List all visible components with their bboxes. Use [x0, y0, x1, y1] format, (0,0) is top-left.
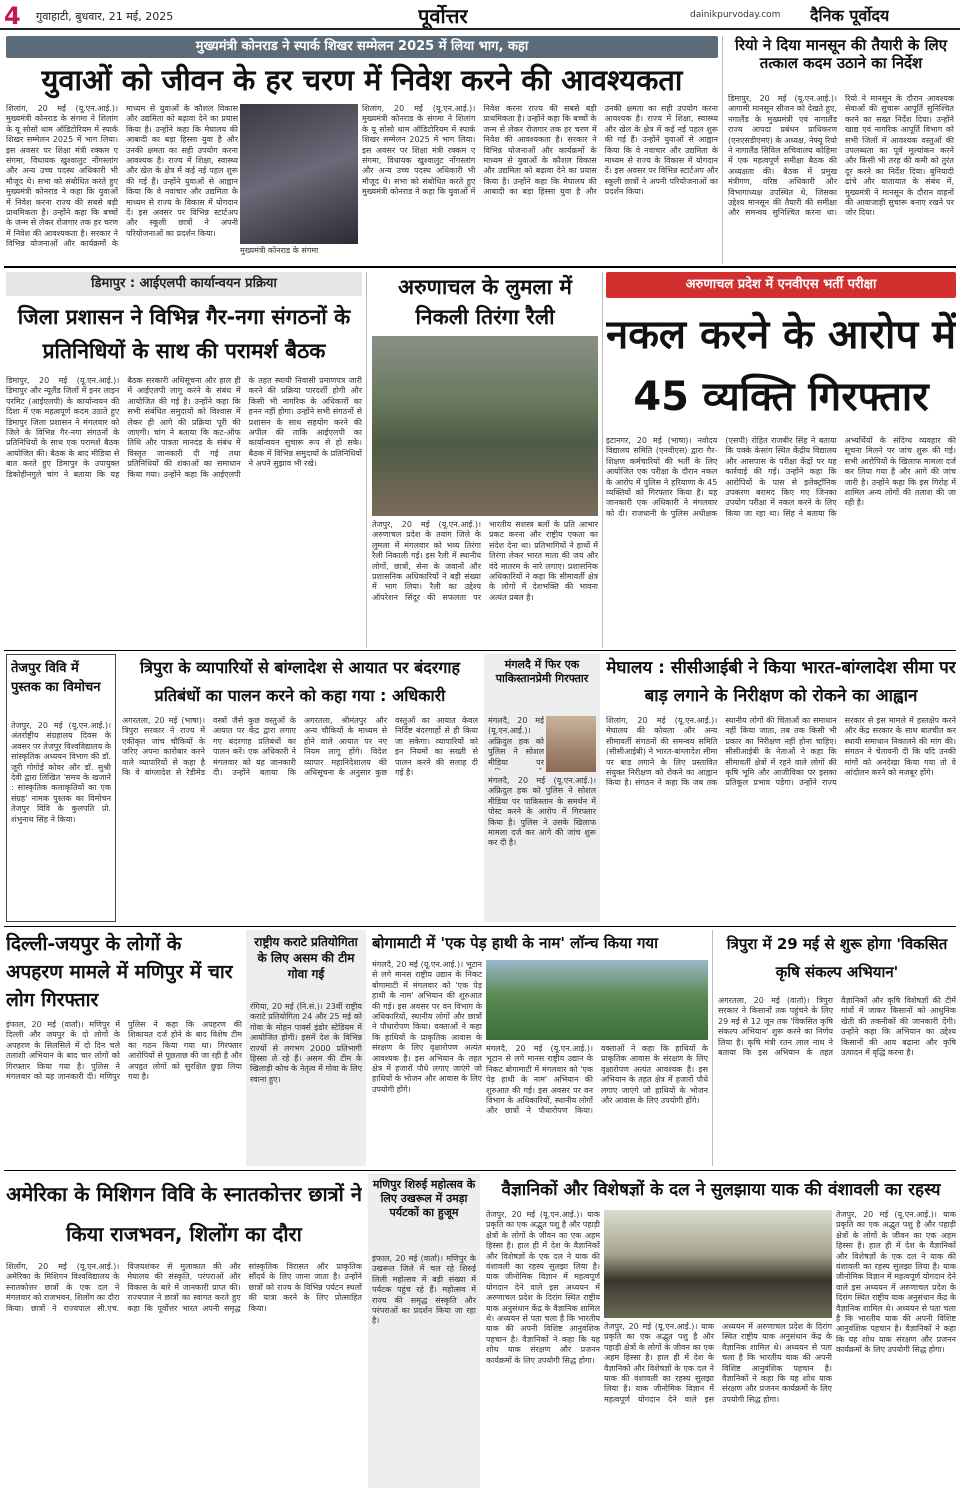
article-3-kicker	[6, 272, 362, 296]
divider	[602, 272, 603, 648]
kicker-text: डिमापुर : आईएलपी कार्यान्वयन प्रक्रिया	[6, 272, 362, 296]
kicker-text: मुख्यमंत्री कोनराड ने स्पार्क शिखर सम्मेलन 2025 में लिया भाग, कहा	[6, 36, 718, 58]
article-11-body: रंगिया, 20 मई (नि.सं.)। 23वीं राष्ट्रीय कराटे प्रतियोगिता 24 और 25 मई को गोवा के मोहन पार्क्स इंडोर स्टेडियम में आयोजित होगी। इसमें देश के विभिन्न राज्यों से लगभग 2000 प्रतिभागी हिस्सा ले रहे हैं। असम की टीम के खिलाड़ी कोच के नेतृत्व में गोवा के लिए रवाना हुए।	[250, 1002, 362, 1084]
article-16-photo	[604, 1210, 832, 1318]
article-10-headline: दिल्ली-जयपुर के लोगों के अपहरण मामले में मणिपुर में चार लोग गिरफ्तार	[6, 933, 233, 1011]
article-6-headline: तेजपुर विवि में पुस्तक का विमोचन	[11, 661, 101, 695]
article-13-body: अगरतला, 20 मई (वार्ता)। त्रिपुरा सरकार ने किसानों तक पहुंचने के लिए 29 मई से 12 जून तक 'विकसित कृषि संकल्प अभियान' शुरू करने का निर्णय लिया है। कृषि मंत्री रतन लाल नाथ ने बताया कि इस अभियान के तहत वैज्ञानिकों और कृषि विशेषज्ञों की टीमें गांवों में जाकर किसानों को आधुनिक खेती की तकनीकों की जानकारी देंगी। उन्होंने कहा कि अभियान का उद्देश्य किसानों की आय बढ़ाना और कृषि उत्पादन में वृद्धि करना है।	[718, 996, 956, 1058]
divider	[4, 1170, 956, 1171]
article-9-body: शिलांग, 20 मई (यू.एन.आई.)। मेघालय की कोयला और अन्य सीमावर्ती संगठनों की समन्वय समिति (सीसीआईबी) ने भारत-बांग्लादेश सीमा पर बाड़ लगाने के लिए प्रस्तावित संयुक्त निरीक्षण को रोकने का आह्वान किया है। संगठन ने कहा कि जब तक स्थानीय लोगों की चिंताओं का समाधान नहीं किया जाता, तब तक किसी भी प्रकार का निरीक्षण नहीं होना चाहिए। सीसीआईबी के नेताओं ने कहा कि सीमावर्ती क्षेत्रों में रहने वाले लोगों की कृषि भूमि और आजीविका पर इसका प्रतिकूल प्रभाव पड़ेगा। उन्होंने राज्य सरकार से इस मामले में हस्तक्षेप करने और केंद्र सरकार के साथ बातचीत कर स्थायी समाधान निकालने की मांग की। संगठन ने चेतावनी दी कि यदि उनकी मांगों को अनदेखा किया गया तो वे आंदोलन करने को मजबूर होंगे।	[606, 716, 956, 788]
page-number: 4	[4, 2, 21, 30]
article-8-headline: मंगलदै में फिर एक पाकिस्तानप्रेमी गिरफ्तार	[495, 658, 589, 685]
article-16-headline: वैज्ञानिकों और विशेषज्ञों के दल ने सुलझाया याक की वंशावली का रहस्य	[501, 1180, 941, 1200]
article-10-body: इंफाल, 20 मई (वार्ता)। मणिपुर में दिल्ली और जयपुर के दो लोगों के अपहरण के सिलसिले में दो दिन चले तलाशी अभियान के बाद चार लोगों को गिरफ्तार किया गया है। पुलिस ने मंगलवार को यह जानकारी दी। मणिपुर पुलिस ने कहा कि अपहरण की शिकायत दर्ज होने के बाद विशेष टीम का गठन किया गया था। गिरफ्तार आरोपियों से पूछताछ की जा रही है और अपहृत लोगों को सुरक्षित छुड़ा लिया गया है।	[6, 1020, 242, 1082]
article-15-box	[368, 1174, 480, 1488]
article-1-body-right: शिलांग, 20 मई (यू.एन.आई.)। मुख्यमंत्री कोनराड के संगमा ने शिलांग के यू सोसो थाम ऑडिटोरियम में स्पार्क शिखर सम्मेलन 2025 में भाग लिया। इस अवसर पर शिक्षा मंत्री रक्कम ए संगमा, विधायक खुश्वालुट नोंगस्लांग और अन्य उच्च पदस्थ अधिकारी भी मौजूद थे। सभा को संबोधित करते हुए मुख्यमंत्री कोनराड ने कहा कि युवाओं में निवेश करना राज्य की सबसे बड़ी प्राथमिकता है। उन्होंने कहा कि बच्चों के जन्म से लेकर रोजगार तक हर चरण में निवेश की आवश्यकता है। सरकार ने विभिन्न योजनाओं और कार्यक्रमों के माध्यम से युवाओं के कौशल विकास और उद्यमिता को बढ़ावा देने का प्रयास किया है। उन्होंने कहा कि मेघालय की आबादी का बड़ा हिस्सा युवा है और उनकी क्षमता का सही उपयोग करना आवश्यक है। राज्य में शिक्षा, स्वास्थ्य और खेल के क्षेत्र में कई नई पहल शुरू की गई हैं। उन्होंने युवाओं से आह्वान किया कि वे नवाचार और उद्यमिता के माध्यम से राज्य के विकास में योगदान दें। इस अवसर पर विभिन्न स्टार्टअप और स्कूली छात्रों ने अपनी परियोजनाओं का प्रदर्शन किया।	[362, 104, 718, 197]
article-12-photo	[486, 960, 708, 1040]
article-8-box	[484, 654, 600, 922]
article-3-headline: जिला प्रशासन ने विभिन्न गैर-नगा संगठनों के प्रतिनिधियों के साथ की परामर्श बैठक	[17, 305, 351, 363]
article-1-kicker	[6, 36, 718, 58]
article-9-headline: मेघालय : सीसीआईबी ने किया भारत-बांग्लादेश सीमा पर बाड़ लगाने के निरीक्षण को रोकने का आह्वान	[606, 658, 956, 706]
brand-logo: दैनिक पूर्वोदय	[810, 6, 890, 25]
article-8-body-top: मंगलदै, 20 मई (यू.एन.आई.)। अफ्रिदुल हक को पुलिस ने सोशल मीडिया पर	[488, 716, 544, 767]
article-8-body: मंगलदै, 20 मई (यू.एन.आई.)। अफ्रिदुल हक को पुलिस ने सोशल मीडिया पर पाकिस्तान के समर्थन में पोस्ट करने के आरोप में गिरफ्तार किया है। पुलिस ने उसके खिलाफ मामला दर्ज कर आगे की जांच शुरू कर दी है।	[488, 776, 596, 848]
article-12-body-left: मंगलदै, 20 मई (यू.एन.आई.)। भूटान से लगे मानस राष्ट्रीय उद्यान के निकट बोगामाटी में मंगलवार को 'एक पेड़ हाथी के नाम' अभियान की शुरुआत की गई। इस अवसर पर वन विभाग के अधिकारियों, स्थानीय लोगों और छात्रों ने पौधारोपण किया। वक्ताओं ने कहा कि हाथियों के प्राकृतिक आवास के संरक्षण के लिए वृक्षारोपण अत्यंत आवश्यक है। इस अभियान के तहत क्षेत्र में हजारों पौधे लगाए जाएंगे जो हाथियों के भोजन और आवास के लिए उपयोगी होंगे।	[372, 960, 482, 1094]
article-3-body: डिमापुर, 20 मई (यू.एन.आई.)। डिमापुर और न्यूलैंड जिलों में इनर लाइन परमिट (आईएलपी) के कार्यान्वयन की दिशा में एक महत्वपूर्ण कदम उठाते हुए डिमापुर जिला प्रशासन ने मंगलवार को जिले के विभिन्न गैर-नगा संगठनों के प्रतिनिधियों के साथ एक परामर्श बैठक आयोजित की। बैठक के बाद मीडिया से बात करते हुए डिमापुर के उपायुक्त डिकोहीनगुले चांग ने बताया कि यह बैठक सरकारी अधिसूचना और हाल ही में आईएलपी लागू करने के संबंध में आयोजित की गई है। उन्होंने कहा कि सभी संबंधित समुदायों को विश्वास में लेकर ही आगे की प्रक्रिया पूरी की जाएगी। चांग ने बताया कि कट-ऑफ तिथि और पात्रता मानदंड के संबंध में विस्तृत जानकारी दी गई तथा प्रतिनिधियों की शंकाओं का समाधान किया गया। उन्होंने कहा कि आईएलपी के तहत स्थायी निवासी प्रमाणपत्र जारी करने की प्रक्रिया पारदर्शी होगी और किसी भी नागरिक के अधिकारों का हनन नहीं होगा। उन्होंने सभी संगठनों से प्रशासन के साथ सहयोग करने की अपील की ताकि आईएलपी का कार्यान्वयन सुचारू रूप से हो सके। बैठक में विभिन्न समुदायों के प्रतिनिधियों ने अपने सुझाव भी रखे।	[6, 376, 362, 479]
article-5-kicker	[606, 272, 956, 298]
article-5-body: इटानगर, 20 मई (भाषा)। नवोदय विद्यालय समिति (एनवीएस) द्वारा गैर-शिक्षण कर्मचारियों की भर्ती के लिए आयोजित एक परीक्षा के दौरान नकल के आरोप में पुलिस ने हरियाणा के 45 व्यक्तियों को गिरफ्तार किया है। यह जानकारी एक अधिकारी ने मंगलवार को दी। राजधानी के पुलिस अधीक्षक (एसपी) रोहित राजबीर सिंह ने बताया कि पक्के केसांग स्थित केंद्रीय विद्यालय और आसपास के परीक्षा केंद्रों पर यह कार्रवाई की गई। उन्होंने कहा कि आरोपियों के पास से इलेक्ट्रॉनिक उपकरण बरामद किए गए जिनका उपयोग परीक्षा में नकल करने के लिए किया जा रहा था। सिंह ने बताया कि अभ्यर्थियों के संदिग्ध व्यवहार की सूचना मिलने पर जांच शुरू की गई। सभी आरोपियों के खिलाफ मामला दर्ज कर लिया गया है और आगे की जांच जारी है। उन्होंने कहा कि इस गिरोह में शामिल अन्य लोगों की तलाश की जा रही है।	[606, 436, 956, 518]
dateline: गुवाहाटी, बुधवार, 21 मई, 2025	[36, 10, 174, 23]
article-4-headline: अरुणाचल के लुमला में निकली तिरंगा रैली	[398, 275, 572, 329]
website: dainikpurvoday.com	[690, 10, 781, 20]
article-12-body-right: मंगलदै, 20 मई (यू.एन.आई.)। भूटान से लगे मानस राष्ट्रीय उद्यान के निकट बोगामाटी में मंगलवार को 'एक पेड़ हाथी के नाम' अभियान की शुरुआत की गई। इस अवसर पर वन विभाग के अधिकारियों, स्थानीय लोगों और छात्रों ने पौधारोपण किया। वक्ताओं ने कहा कि हाथियों के प्राकृतिक आवास के संरक्षण के लिए वृक्षारोपण अत्यंत आवश्यक है। इस अभियान के तहत क्षेत्र में हजारों पौधे लगाए जाएंगे जो हाथियों के भोजन और आवास के लिए उपयोगी होंगे।	[486, 1044, 708, 1116]
article-7-headline: त्रिपुरा के व्यापारियों से बांग्लादेश से आयात पर बंदरगाह प्रतिबंधों का पालन करने को कहा गया : अधिकारी	[140, 658, 460, 705]
article-15-body: इंफाल, 20 मई (वार्ता)। मणिपुर के उखरूल जिले में चल रहे शिरुई लिली महोत्सव में बड़ी संख्या में पर्यटक पहुंच रहे हैं। महोत्सव में राज्य की समृद्ध संस्कृति और परंपराओं का प्रदर्शन किया जा रहा है।	[372, 1254, 476, 1326]
divider	[712, 930, 713, 1166]
article-2-headline: रियो ने दिया मानसून की तैयारी के लिए तत्काल कदम उठाने का निर्देश	[735, 36, 947, 72]
article-6-box	[6, 654, 116, 922]
article-16-body-right: तेजपुर, 20 मई (यू.एन.आई.)। याक प्रकृति का एक अद्भुत पशु है और पहाड़ी क्षेत्रों के लोगों के जीवन का एक अहम हिस्सा है। हाल ही में देश के वैज्ञानिकों और विशेषज्ञों के एक दल ने याक की वंशावली का रहस्य सुलझा लिया है। याक जीनोमिक विज्ञान में महत्वपूर्ण योगदान देने वाले इस अध्ययन में अरुणाचल प्रदेश के दिरांग स्थित राष्ट्रीय याक अनुसंधान केंद्र के वैज्ञानिक शामिल थे। अध्ययन से पता चला है कि भारतीय याक की अपनी विशिष्ट आनुवंशिक पहचान है। वैज्ञानिकों ने कहा कि यह शोध याक संरक्षण और प्रजनन कार्यक्रमों के लिए उपयोगी सिद्ध होगा।	[836, 1210, 956, 1355]
article-1-photo	[240, 104, 358, 244]
article-4-photo	[372, 336, 598, 516]
kicker-text: अरुणाचल प्रदेश में एनवीएस भर्ती परीक्षा	[606, 272, 956, 298]
article-1-body-left: शिलांग, 20 मई (यू.एन.आई.)। मुख्यमंत्री कोनराड के संगमा ने शिलांग के यू सोसो थाम ऑडिटोरियम में स्पार्क शिखर सम्मेलन 2025 में भाग लिया। इस अवसर पर शिक्षा मंत्री रक्कम ए संगमा, विधायक खुश्वालुट नोंगस्लांग और अन्य उच्च पदस्थ अधिकारी भी मौजूद थे। सभा को संबोधित करते हुए मुख्यमंत्री कोनराड ने कहा कि युवाओं में निवेश करना राज्य की सबसे बड़ी प्राथमिकता है। उन्होंने कहा कि बच्चों के जन्म से लेकर रोजगार तक हर चरण में निवेश की आवश्यकता है। सरकार ने विभिन्न योजनाओं और कार्यक्रमों के माध्यम से युवाओं के कौशल विकास और उद्यमिता को बढ़ावा देने का प्रयास किया है। उन्होंने कहा कि मेघालय की आबादी का बड़ा हिस्सा युवा है और उनकी क्षमता का सही उपयोग करना आवश्यक है। राज्य में शिक्षा, स्वास्थ्य और खेल के क्षेत्र में कई नई पहल शुरू की गई हैं। उन्होंने युवाओं से आह्वान किया कि वे नवाचार और उद्यमिता के माध्यम से राज्य के विकास में योगदान दें। इस अवसर पर विभिन्न स्टार्टअप और स्कूली छात्रों ने अपनी परियोजनाओं का प्रदर्शन किया।	[6, 104, 238, 249]
article-5-headline: नकल करने के आरोप में 45 व्यक्ति गिरफ्तार	[606, 312, 956, 420]
article-8-photo	[546, 716, 596, 772]
article-13-headline: त्रिपुरा में 29 मई से शुरू होगा 'विकसित कृषि संकल्प अभियान'	[726, 935, 948, 981]
article-11-headline: राष्ट्रीय कराटे प्रतियोगिता के लिए असम की टीम गोवा गई	[254, 935, 358, 981]
article-14-body: शिलोंग, 20 मई (यू.एन.आई.)। अमेरिका के मिशिगन विश्वविद्यालय के स्नातकोत्तर छात्रों के एक दल ने मंगलवार को राजभवन, शिलोंग का दौरा किया। छात्रों ने राज्यपाल सी.एच. विजयशंकर से मुलाकात की और मेघालय की संस्कृति, परंपराओं और विकास के बारे में जानकारी प्राप्त की। राज्यपाल ने छात्रों का स्वागत करते हुए कहा कि पूर्वोत्तर भारत अपनी समृद्ध सांस्कृतिक विरासत और प्राकृतिक सौंदर्य के लिए जाना जाता है। उन्होंने छात्रों को राज्य के विभिन्न पर्यटन स्थलों की यात्रा करने के लिए प्रोत्साहित किया।	[6, 1262, 362, 1313]
section-title: पूर्वोत्तर	[418, 4, 468, 28]
article-6-body: तेजपुर, 20 मई (यू.एन.आई.)। अंतर्राष्ट्रीय संग्रहालय दिवस के अवसर पर तेजपुर विश्वविद्यालय के सांस्कृतिक अध्ययन विभाग की डॉ. जूरी गोगोई कोवर और डॉ. सुश्री देवी द्वारा लिखित 'समय के खजाने : सांस्कृतिक कलाकृतियों का एक संग्रह' नामक पुस्तक का विमोचन तेजपुर विवि के कुलपति प्रो. शंभुनाथ सिंह ने किया।	[11, 721, 111, 824]
divider	[722, 36, 723, 264]
article-7-body: अगरतला, 20 मई (भाषा)। त्रिपुरा सरकार ने राज्य में एकीकृत जांच चौकियों के जरिए अपना कारोबार करने वाले व्यापारियों से कहा है कि वे बांग्लादेश से रेडीमेड वस्त्रों जैसे कुछ वस्तुओं के आयात पर केंद्र द्वारा लगाए गए बंदरगाह प्रतिबंधों का पालन करें। एक अधिकारी ने मंगलवार को यह जानकारी दी। उन्होंने बताया कि अगरतला, श्रीमंतपुर और अन्य चौकियों के माध्यम से होने वाले आयात पर नए नियम लागू होंगे। विदेश व्यापार महानिदेशालय की अधिसूचना के अनुसार कुछ वस्तुओं का आयात केवल निर्दिष्ट बंदरगाहों से ही किया जा सकेगा। व्यापारियों को इन नियमों का सख्ती से पालन करने की सलाह दी गई है।	[122, 716, 478, 778]
article-16-body-mid: तेजपुर, 20 मई (यू.एन.आई.)। याक प्रकृति का एक अद्भुत पशु है और पहाड़ी क्षेत्रों के लोगों के जीवन का एक अहम हिस्सा है। हाल ही में देश के वैज्ञानिकों और विशेषज्ञों के एक दल ने याक की वंशावली का रहस्य सुलझा लिया है। याक जीनोमिक विज्ञान में महत्वपूर्ण योगदान देने वाले इस अध्ययन में अरुणाचल प्रदेश के दिरांग स्थित राष्ट्रीय याक अनुसंधान केंद्र के वैज्ञानिक शामिल थे। अध्ययन से पता चला है कि भारतीय याक की अपनी विशिष्ट आनुवंशिक पहचान है। वैज्ञानिकों ने कहा कि यह शोध याक संरक्षण और प्रजनन कार्यक्रमों के लिए उपयोगी सिद्ध होगा।	[604, 1322, 832, 1404]
article-11-box	[246, 930, 366, 1166]
divider	[4, 266, 956, 268]
article-4-body: तेजपुर, 20 मई (यू.एन.आई.)। अरुणाचल प्रदेश के तवांग जिले के लुमला में मंगलवार को भव्य तिरंगा रैली निकाली गई। इस रैली में स्थानीय लोगों, छात्रों, सेना के जवानों और प्रशासनिक अधिकारियों ने बड़ी संख्या में भाग लिया। रैली का उद्देश्य ऑपरेशन सिंदूर की सफलता पर भारतीय सशस्त्र बलों के प्रति आभार प्रकट करना और राष्ट्रीय एकता का संदेश देना था। प्रतिभागियों ने हाथों में तिरंगा लेकर भारत माता की जय और वंदे मातरम के नारे लगाए। प्रशासनिक अधिकारियों ने कहा कि सीमावर्ती क्षेत्र के लोगों में देशभक्ति की भावना अत्यंत प्रबल है।	[372, 520, 598, 602]
article-12-headline: बोगामाटी में 'एक पेड़ हाथी के नाम' लॉन्च किया गया	[372, 934, 658, 952]
article-16-body-left: तेजपुर, 20 मई (यू.एन.आई.)। याक प्रकृति का एक अद्भुत पशु है और पहाड़ी क्षेत्रों के लोगों के जीवन का एक अहम हिस्सा है। हाल ही में देश के वैज्ञानिकों और विशेषज्ञों के एक दल ने याक की वंशावली का रहस्य सुलझा लिया है। याक जीनोमिक विज्ञान में महत्वपूर्ण योगदान देने वाले इस अध्ययन में अरुणाचल प्रदेश के दिरांग स्थित राष्ट्रीय याक अनुसंधान केंद्र के वैज्ञानिक शामिल थे। अध्ययन से पता चला है कि भारतीय याक की अपनी विशिष्ट आनुवंशिक पहचान है। वैज्ञानिकों ने कहा कि यह शोध याक संरक्षण और प्रजनन कार्यक्रमों के लिए उपयोगी सिद्ध होगा।	[486, 1210, 600, 1365]
article-1-photo-caption: मुख्यमंत्री कोनराड के संगमा	[240, 246, 319, 255]
article-2-body: डिमापुर, 20 मई (यू.एन.आई.)। आगामी मानसून सीजन को देखते हुए, नगालैंड के मुख्यमंत्री एवं नागालैंड राज्य आपदा प्रबंधन प्राधिकरण (एनएसडीएमए) के अध्यक्ष, नेफ्यू रियो ने नागालैंड सिविल सचिवालय कोहिमा में एक महत्वपूर्ण समीक्षा बैठक की अध्यक्षता की। बैठक में प्रमुख मंत्रीगण, वरिष्ठ अधिकारी और विभागाध्यक्ष उपस्थित थे, जिसका उद्देश्य मानसून की तैयारी की समीक्षा और समन्वय सुनिश्चित करना था। रियो ने मानसून के दौरान आवश्यक सेवाओं की सुचारू आपूर्ति सुनिश्चित करने का सख्त निर्देश दिया। उन्होंने खाद्य एवं नागरिक आपूर्ति विभाग को सभी जिलों में आवश्यक वस्तुओं की उपलब्धता का पूर्व मूल्यांकन करने और किसी भी तरह की कमी को तुरंत दूर करने का निर्देश दिया। बुनियादी ढांचे और यातायात के संबंध में, मुख्यमंत्री ने मानसून के दौरान वाहनों की आवाजाही सुचारू बनाए रखने पर जोर दिया।	[728, 94, 954, 218]
divider	[4, 650, 956, 651]
article-1-headline: युवाओं को जीवन के हर चरण में निवेश करने की आवश्यकता	[41, 63, 683, 97]
divider	[366, 272, 367, 648]
article-14-headline: अमेरिका के मिशिगन विवि के स्नातकोत्तर छात्रों ने किया राजभवन, शिलोंग का दौरा	[6, 1182, 362, 1246]
masthead	[0, 0, 960, 30]
divider	[4, 926, 956, 927]
article-15-headline: मणिपुर शिरुई महोत्सव के लिए उखरूल में उमड़ा पर्यटकों का हुजूम	[372, 1178, 476, 1219]
